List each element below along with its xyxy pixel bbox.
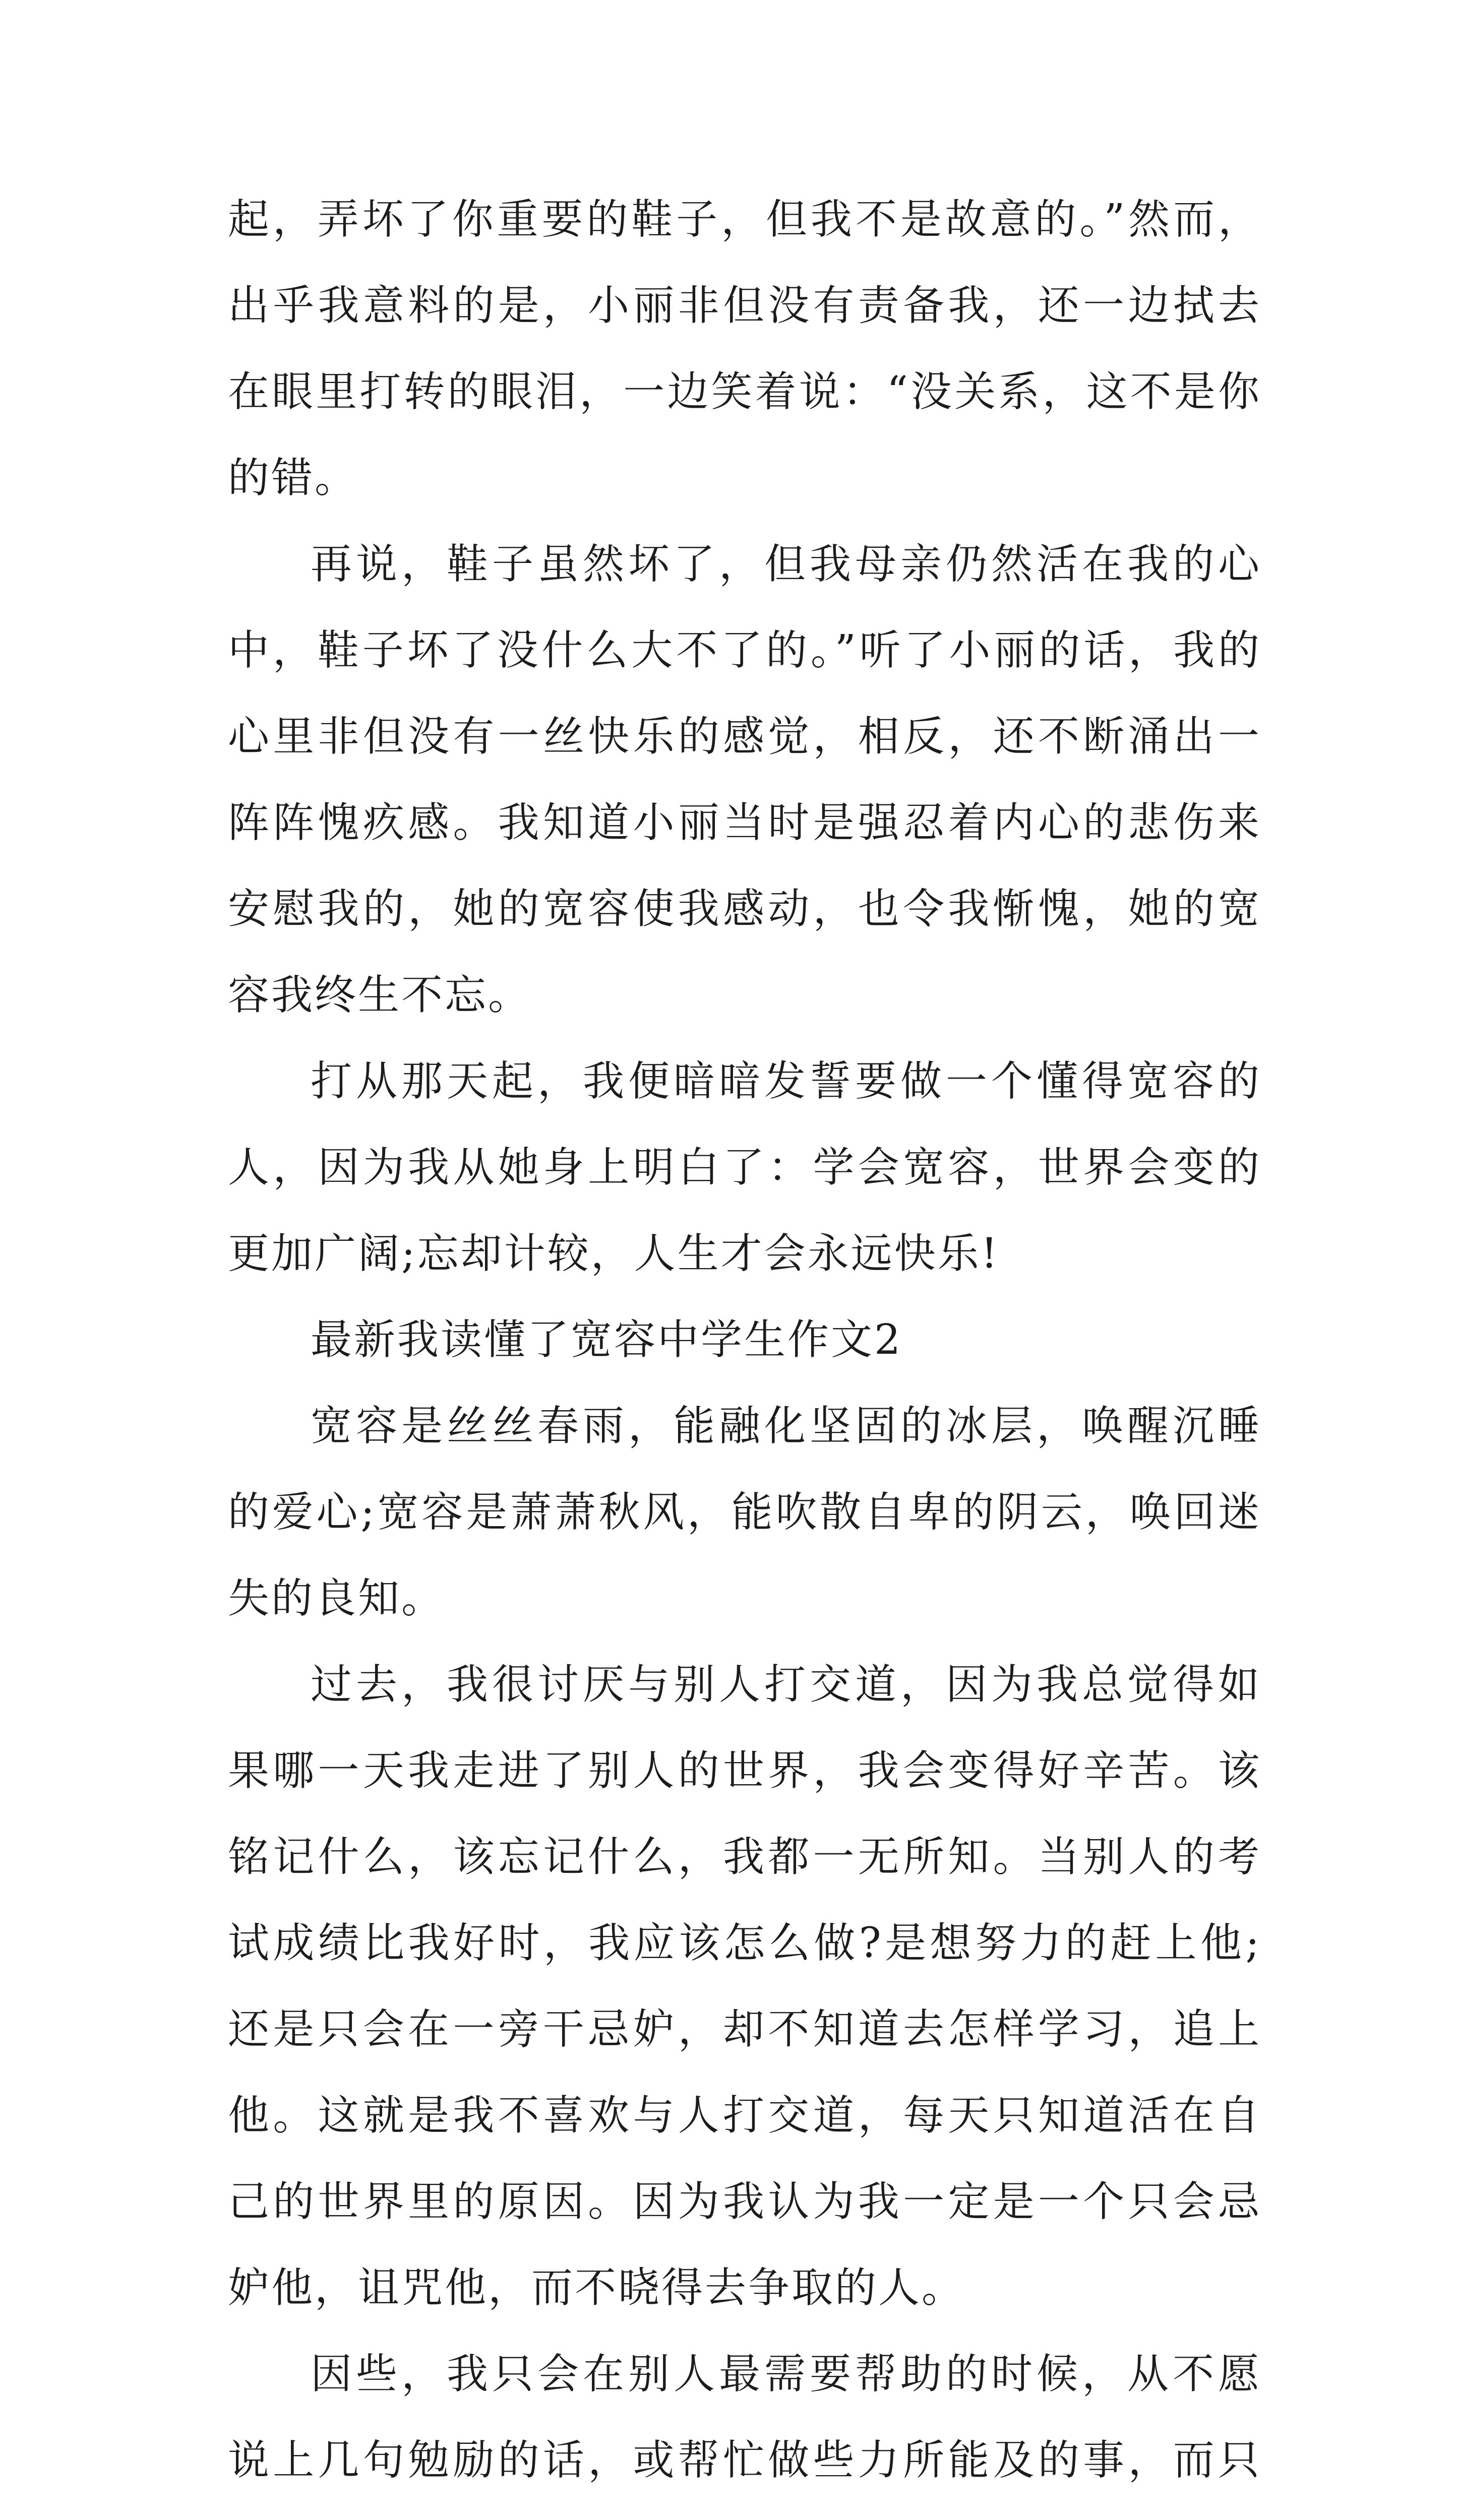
essay-body — [228, 176, 1261, 2520]
paragraph-6: 因些，我只会在别人最需要帮助的时候，从不愿说上几句勉励的话，或帮忙做些力所能及的事，而只 — [228, 2350, 1261, 2484]
paragraph-4: 宽容是丝丝春雨，能融化坚固的冰层，唤醒沉睡的爱心;宽容是萧萧秋风，能吹散自卑的阴云，唤回迷失的良知。 — [228, 1402, 1261, 1622]
essay-title: 最新我读懂了宽容中学生作文2 — [311, 1316, 903, 1364]
paragraph-1: 起，弄坏了你重要的鞋子，但我不是故意的。”然而，出乎我意料的是，小丽非但没有责备我，还一边拭去在眼里打转的眼泪，一边笑着说：“没关系，这不是你的错。 — [228, 196, 1261, 502]
paragraph-3: 打从那天起，我便暗暗发誓要做一个懂得宽容的人，因为我从她身上明白了：学会宽容，世界会变的更加广阔;忘却计较，人生才会永远快乐! — [228, 1057, 1261, 1278]
paragraph-5: 过去，我很讨厌与别人打交道，因为我总觉得如果哪一天我走进了别人的世界，我会变得好辛苦。该铭记什么，该忘记什么，我都一无所知。当别人的考试成绩比我好时，我应该怎么做?是想努力的赶上他;还是只会在一旁干忌妒，却不知道去怎样学习，追上他。这就是我不喜欢与人打交道，每天只知道活在自己的世界里的原因。因为我认为我一定是一个只会忌妒他，诅咒他，而不晓得去争取的人。 — [228, 1661, 1261, 2312]
paragraph-2: 再说，鞋子虽然坏了，但我母亲仍然活在我的心中，鞋子坏了没什么大不了的。”听了小丽的话，我的心里非但没有一丝快乐的感觉，相反，还不断涌出一阵阵愧疚感。我知道小丽当时是强忍着内心的悲伤来安慰我的，她的宽容使我感动，也令我惭愧，她的宽容我终生不忘。 — [228, 540, 1261, 1019]
